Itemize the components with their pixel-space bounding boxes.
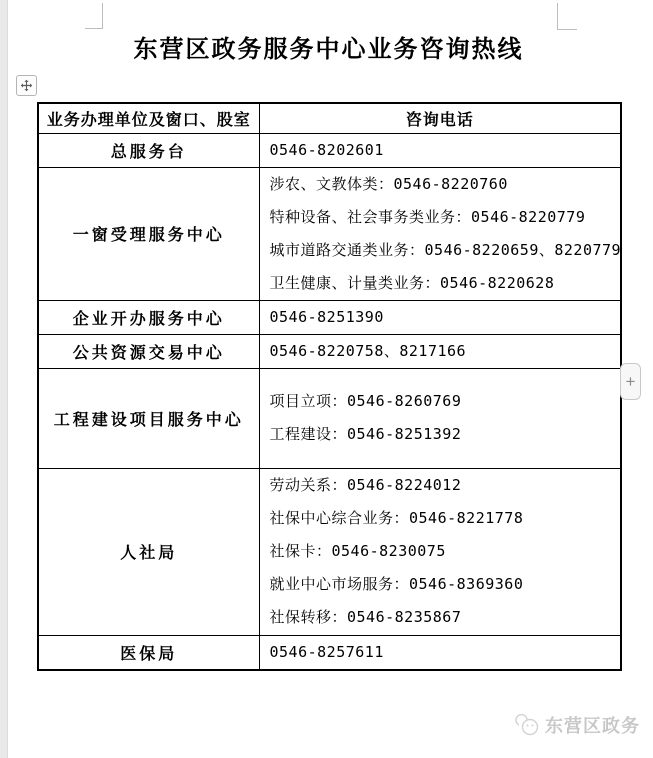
table-body <box>38 133 621 670</box>
phone-line: 卫生健康、计量类业务：0546-8220628 <box>269 273 555 292</box>
dongying-gov-logo-icon <box>514 712 540 738</box>
table-row <box>38 133 621 167</box>
hotline-table <box>37 102 622 671</box>
phone-cell[interactable] <box>259 468 621 635</box>
table-row <box>38 468 621 635</box>
header-phone[interactable]: 咨询电话 <box>259 103 621 133</box>
phone-cell[interactable] <box>259 133 621 167</box>
phone-line: 工程建设：0546-8251392 <box>269 425 462 443</box>
unit-cell[interactable]: 企业开办服务中心 <box>38 300 259 334</box>
phone-cell[interactable] <box>259 300 621 334</box>
phone-line: 社保中心综合业务：0546-8221778 <box>269 509 524 527</box>
page-title[interactable]: 东营区政务服务中心业务咨询热线 <box>133 36 524 63</box>
text-boundary-mark-top-left <box>85 3 103 29</box>
phone-line: 涉农、文教体类：0546-8220760 <box>269 174 508 193</box>
table-row <box>38 368 621 468</box>
unit-cell[interactable]: 公共资源交易中心 <box>38 334 259 368</box>
phone-cell[interactable] <box>259 334 621 368</box>
unit-cell[interactable]: 人社局 <box>38 468 259 635</box>
table-header-row <box>38 103 621 133</box>
insert-row-button[interactable]: + <box>620 363 641 400</box>
watermark <box>514 712 640 738</box>
phone-line: 劳动关系：0546-8224012 <box>269 476 462 494</box>
phone-line: 就业中心市场服务：0546-8369360 <box>269 575 524 593</box>
phone-line: 0546-8220758、8217166 <box>269 341 467 360</box>
phone-line: 社保卡：0546-8230075 <box>269 542 446 560</box>
text-boundary-mark-top-right <box>557 3 577 30</box>
unit-cell[interactable]: 工程建设项目服务中心 <box>38 368 259 468</box>
phone-line: 0546-8251390 <box>269 307 384 326</box>
header-unit[interactable]: 业务办理单位及窗口、股室 <box>38 103 259 133</box>
table-row <box>38 300 621 334</box>
phone-line: 特种设备、社会事务类业务：0546-8220779 <box>269 207 586 226</box>
phone-line: 城市道路交通类业务：0546-8220659、8220779 <box>269 240 622 259</box>
phone-cell[interactable] <box>259 368 621 468</box>
unit-cell[interactable]: 一窗受理服务中心 <box>38 167 259 300</box>
table-row <box>38 334 621 368</box>
phone-line: 0546-8257611 <box>269 642 384 661</box>
phone-cell[interactable] <box>259 167 621 300</box>
phone-line: 0546-8202601 <box>269 140 384 159</box>
move-icon <box>19 78 34 93</box>
unit-cell[interactable]: 医保局 <box>38 635 259 670</box>
phone-line: 社保转移：0546-8235867 <box>269 608 462 626</box>
unit-cell[interactable]: 总服务台 <box>38 133 259 167</box>
page-edge-strip <box>0 0 8 758</box>
phone-cell[interactable] <box>259 635 621 670</box>
table-row <box>38 635 621 670</box>
watermark-text: 东营区政务 <box>545 716 640 736</box>
table-row <box>38 167 621 300</box>
phone-line: 项目立项：0546-8260769 <box>269 392 462 410</box>
table-move-handle[interactable] <box>16 75 37 96</box>
